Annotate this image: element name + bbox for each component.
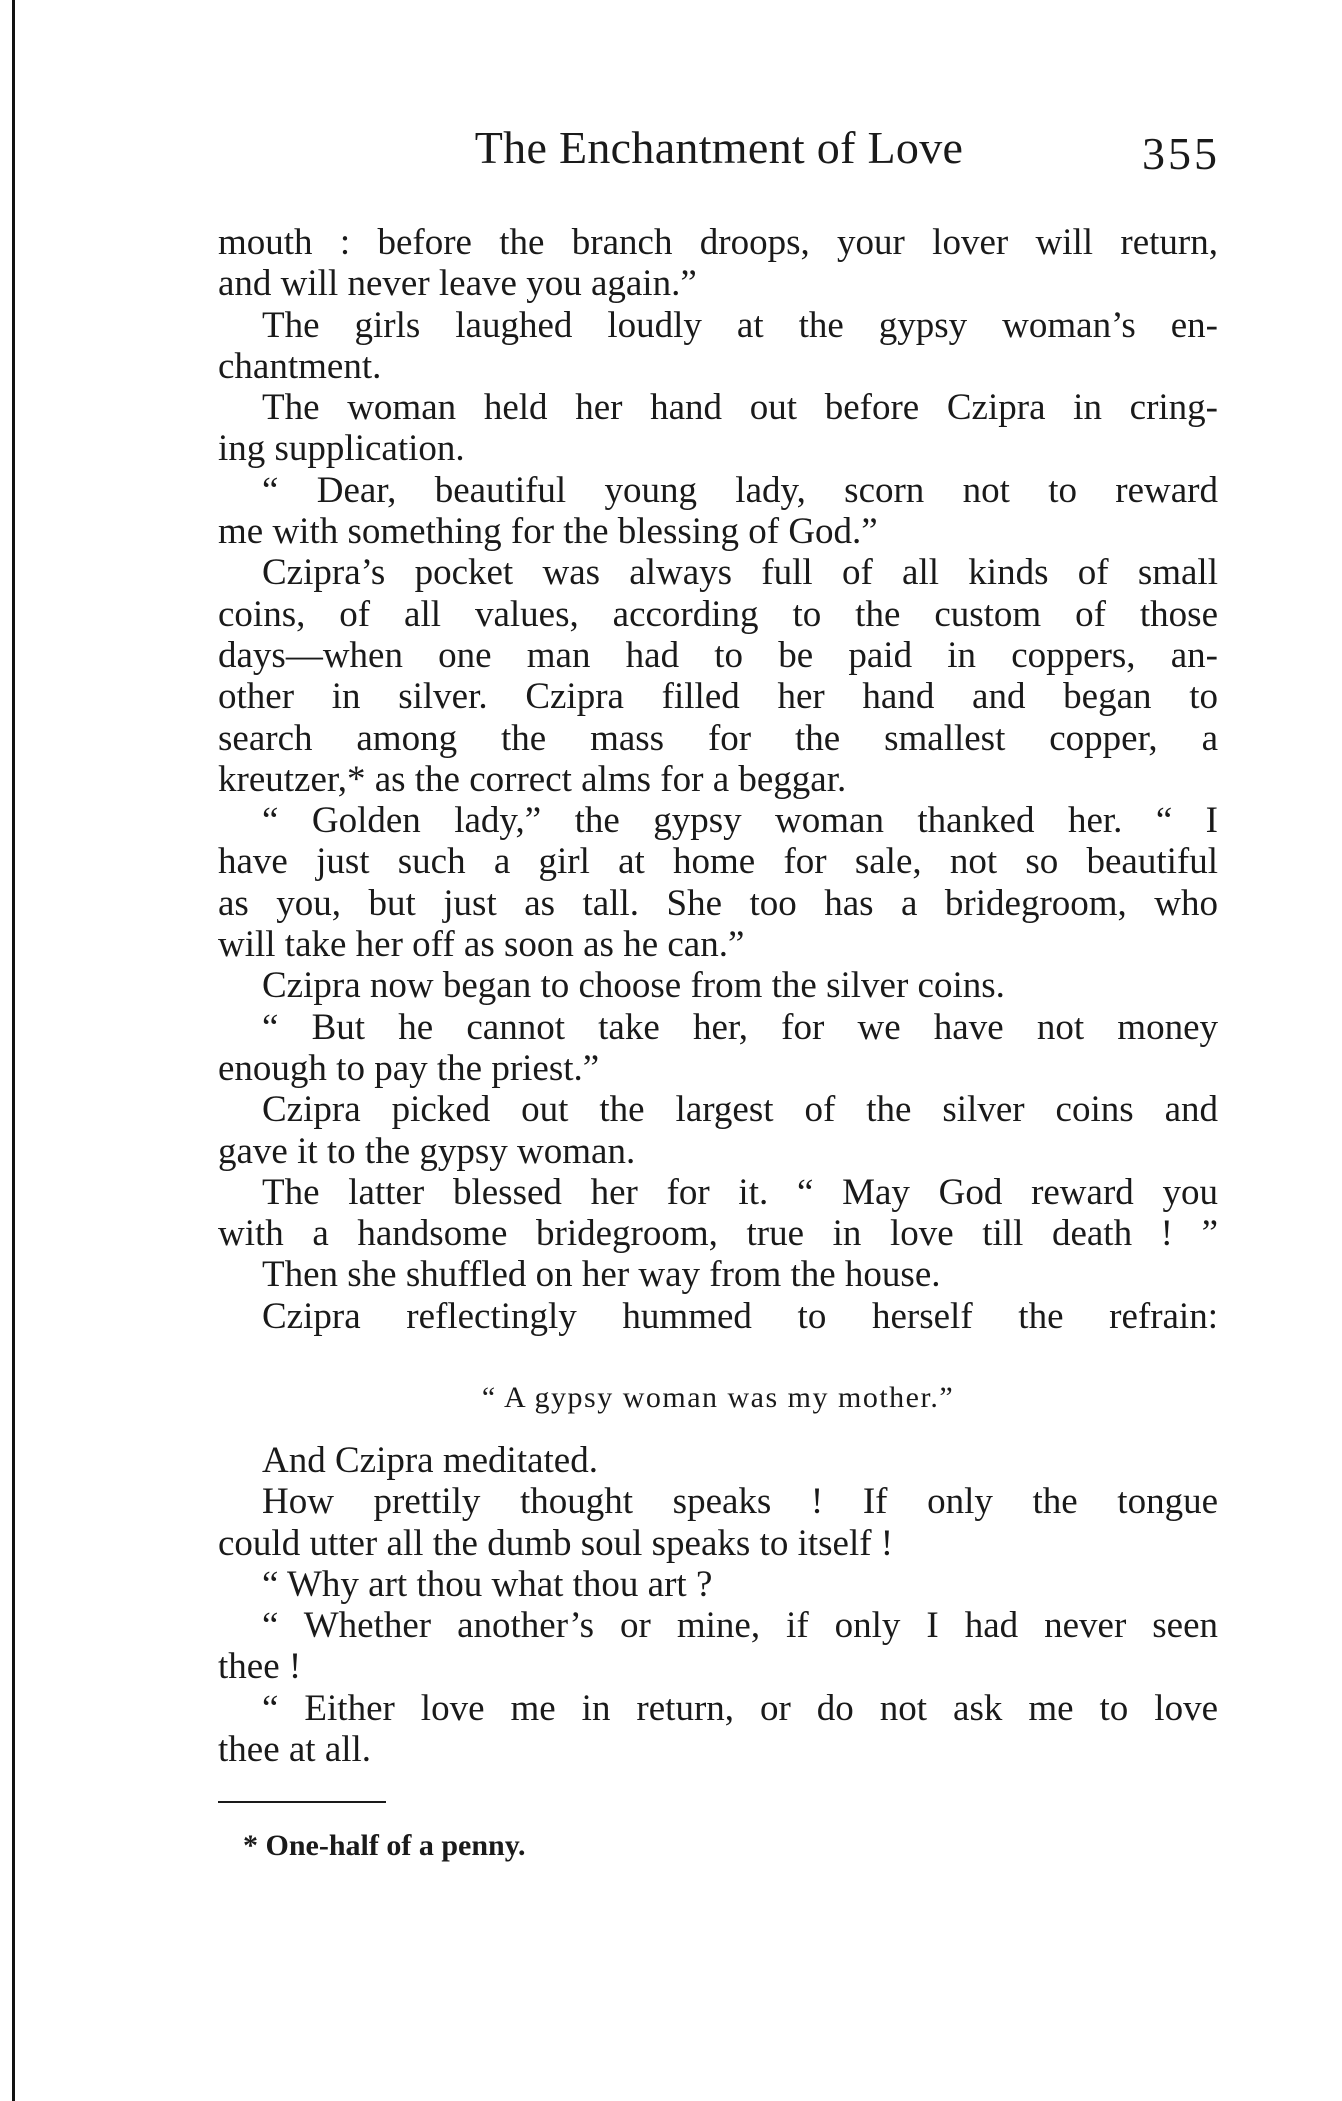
text-line: chantment.	[218, 345, 382, 387]
text-line: other in silver. Czipra filled her hand and began to	[218, 676, 1218, 718]
text-line: could utter all the dumb soul speaks to itself !	[218, 1522, 894, 1564]
text-line: How prettily thought speaks ! If only the tongue	[262, 1481, 1218, 1523]
text-line: with a handsome bridegroom, true in love till death ! ”	[218, 1213, 1218, 1255]
footnote: * One-half of a penny.	[243, 1829, 526, 1862]
footnote-rule	[218, 1801, 386, 1803]
page-number: 355	[1142, 128, 1220, 179]
text-line: “ Whether another’s or mine, if only I had never seen	[262, 1605, 1218, 1647]
text-line: enough to pay the priest.”	[218, 1047, 600, 1089]
text-line: ing supplication.	[218, 428, 465, 470]
running-title: The Enchantment of Love	[474, 122, 964, 173]
text-line: “ Why art thou what thou art ?	[262, 1563, 713, 1605]
text-line: and will never leave you again.”	[218, 263, 697, 305]
text-line: And Czipra meditated.	[262, 1440, 598, 1481]
verse-quote: “ A gypsy woman was my mother.”	[481, 1381, 955, 1414]
text-line: Czipra reflectingly hummed to herself the refrain:	[262, 1295, 1218, 1337]
text-line: Czipra picked out the largest of the silver coins and	[262, 1089, 1218, 1131]
text-line: me with something for the blessing of God.”	[218, 511, 878, 553]
text-line: as you, but just as tall. She too has a bridegroom, who	[218, 882, 1218, 924]
text-line: “ Golden lady,” the gypsy woman thanked her. “ I	[262, 800, 1218, 842]
text-line: “ But he cannot take her, for we have not money	[262, 1006, 1218, 1048]
body-text-continued	[218, 1440, 1218, 1770]
text-line: “ Either love me in return, or do not ask me to love	[262, 1687, 1218, 1729]
text-line: Then she shuffled on her way from the house.	[262, 1254, 941, 1296]
text-line: Czipra’s pocket was always full of all kinds of small	[262, 552, 1218, 594]
text-line: will take her off as soon as he can.”	[218, 924, 745, 966]
text-line: Czipra now began to choose from the silver coins.	[262, 965, 1005, 1007]
text-line: thee at all.	[218, 1729, 372, 1771]
text-line: mouth : before the branch droops, your lover will return,	[218, 222, 1218, 263]
text-line: coins, of all values, according to the custom of those	[218, 593, 1218, 635]
body-text	[218, 222, 1218, 1337]
text-line: “ Dear, beautiful young lady, scorn not to reward	[262, 469, 1218, 511]
text-line: kreutzer,* as the correct alms for a beggar.	[218, 758, 847, 800]
page-header	[218, 118, 1220, 178]
text-line: have just such a girl at home for sale, not so beautiful	[218, 841, 1218, 883]
page-edge	[12, 0, 15, 2101]
text-line: days—when one man had to be paid in coppers, an-	[218, 634, 1218, 676]
text-line: search among the mass for the smallest copper, a	[218, 717, 1218, 759]
text-line: gave it to the gypsy woman.	[218, 1130, 636, 1172]
text-line: The girls laughed loudly at the gypsy woman’s en-	[262, 304, 1218, 346]
text-line: The latter blessed her for it. “ May God reward you	[262, 1171, 1218, 1213]
text-line: The woman held her hand out before Czipra in cring-	[262, 387, 1218, 429]
text-line: thee !	[218, 1646, 302, 1688]
